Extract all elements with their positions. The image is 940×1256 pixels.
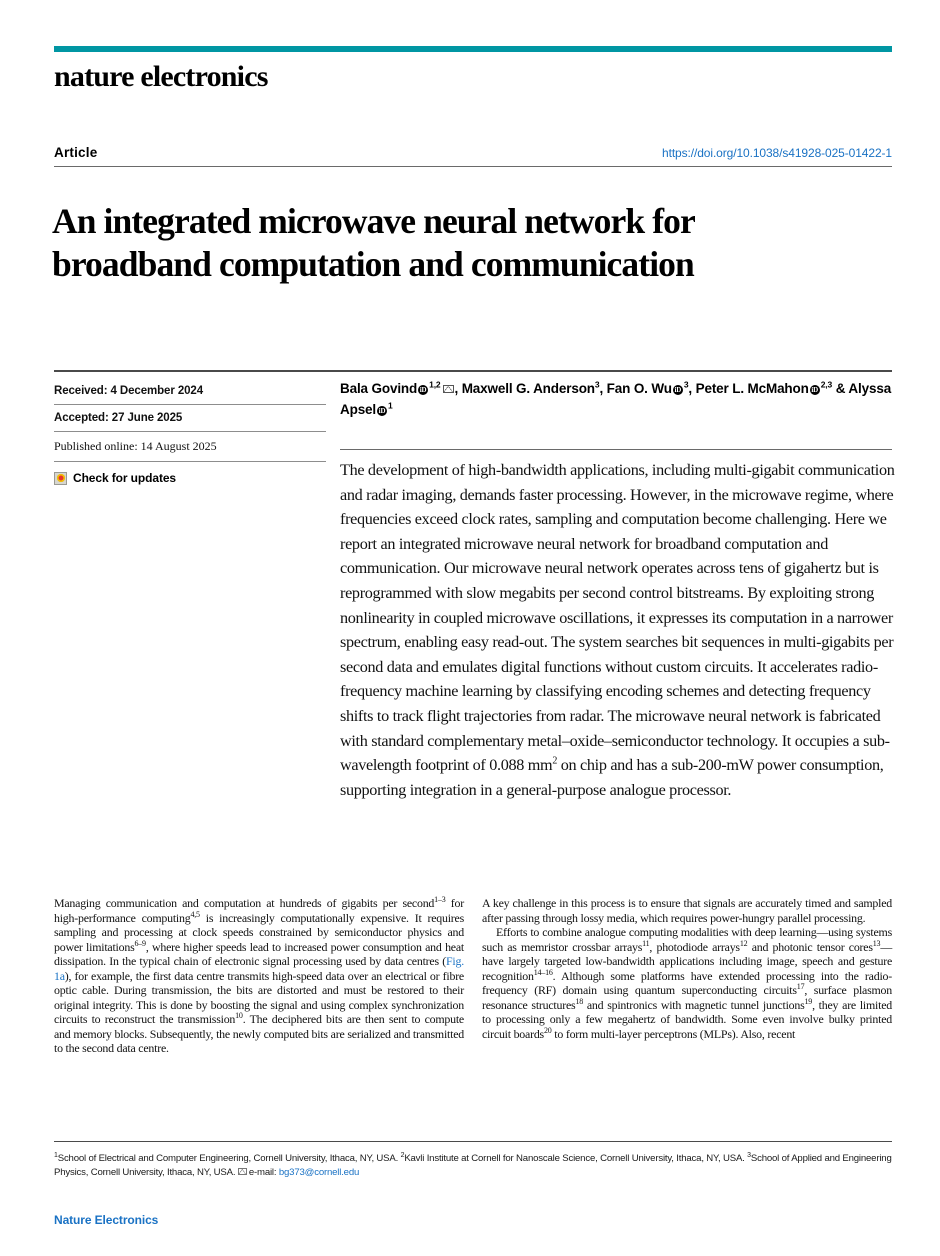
abstract-text: The development of high-bandwidth applications, including multi-gigabit communication and radar imaging, demands faster processing. However, in the microwave regime, where frequencies exceed clock rates, sampling and computation become challenging. Here we report an integrated microwave neural network for broadband computation and communication. Our microwave neural network operates across tens of gigahertz but is reprogrammed with slow megabits per second control bitstreams. By exploiting strong nonlinearity in coupled microwave oscillations, it expresses its computation in a narrower spectrum, enabling easy read-out. The system searches bit sequences in multi-gigabits per second data and emulates digital functions without custom circuits. It accelerates radio-frequency machine learning by classifying encoding schemes and detecting frequency shifts to track flight trajectories from radar. The microwave neural network is fabricated with standard complementary metal–oxide–semiconductor technology. It occupies a sub-wavelength footprint of 0.088 $mm^2$ on chip and has a sub-200-mW power consumption, supporting integration in a general-purpose analogue processor. — [340, 461, 895, 799]
crossmark-icon — [54, 472, 67, 485]
author-name: & Alyssa Apsel — [340, 381, 892, 417]
header-divider — [54, 166, 892, 167]
check-for-updates-label: Check for updates — [73, 471, 176, 485]
email-icon — [238, 1168, 247, 1175]
published-date: Published online: 14 August 2025 — [54, 432, 326, 462]
page-title: An integrated microwave neural network for broadband computation and communication — [52, 200, 695, 284]
body-column-left — [54, 896, 464, 1056]
publication-history — [54, 378, 326, 485]
footer-divider — [54, 1141, 892, 1142]
author-list: Bala Govind iD$^{1,2}$ , Maxwell G. Anderson$^3$, Fan O. Wu $iD^3$, Peter L. McMahon iD$^{2,3}$ & Alyssa Apsel $iD^1$ — [340, 379, 892, 417]
orcid-icon[interactable]: iD — [674, 386, 682, 394]
author-affiliation-marker: 1,2 — [429, 379, 441, 390]
accepted-date: Accepted: 27 June 2025 — [54, 405, 326, 432]
body-column-right — [482, 896, 892, 1041]
body-paragraph: Managing communication and computation at hundreds of gigabits per second$^{1-3}$ for high-performance computing$^{4,5}$ is increasingly computationally expensive. It requires sampling and processing at clock speeds constrained by semiconductor physics and power limitations$^{6-9}$, where higher speeds lead to increased power consumption and heat dissipation. In the typical chain of electronic signal processing used by data centres (Fig. 1a), for example, the first data centre transmits high-speed data over an electrical or fibre optic cable. During transmission, the bits are distorted and must be restored to their original integrity. This is done by boosting the signal and using complex synchronization circuits to reconstruct the transmission$^{10}$. The deciphered bits are then sent to compute and memory blocks. Subsequently, the newly computed bits are serialized and transmitted to the second data centre. — [54, 895, 464, 1056]
email-label: e-mail: — [248, 1167, 279, 1178]
author-affiliation-marker: 3 — [683, 379, 689, 390]
masthead-accent-bar — [54, 46, 892, 52]
body-paragraph: Efforts to combine analogue computing modalities with deep learning—using systems such as memristor crossbar arrays$^{11}$, photodiode arrays$^{12}$ and photonic tensor cores$^{13}$—have largely targeted low-bandwidth applications including image, speech and gesture recognition$^{14-16}$. Although some platforms have extended processing into the radio-frequency (RF) domain using quantum superconducting circuits$^{17}$, surface plasmon resonance structures$^{18}$ and spintronics with magnetic tunnel junctions$^{19}$, they are limited to processing only a few megahertz of bandwidth. Some even involve bulky printed circuit boards$^{20}$ to form multi-layer perceptrons (MLPs). Also, recent — [482, 925, 892, 1041]
author-name: Maxwell G. Anderson — [461, 381, 595, 396]
affiliations-note: $^1$School of Electrical and Computer Engineering, Cornell University, Ithaca, NY, USA. $^2$Kavli Institute at Cornell for Nanoscale Science, Cornell University, Ithaca, NY, USA. $^3$School of Applied and Engineering Physics, Cornell University, Ithaca, NY, USA. e-mail: bg373@cornell.edu — [54, 1151, 892, 1178]
corresponding-email-link[interactable]: bg373@cornell.edu — [278, 1167, 360, 1178]
author-name: Bala Govind — [340, 381, 418, 396]
author-name: Peter L. McMahon — [695, 381, 809, 396]
envelope-icon[interactable] — [443, 385, 454, 393]
meta-top-divider — [54, 370, 892, 372]
orcid-icon[interactable]: iD — [811, 386, 819, 394]
orcid-icon[interactable]: iD — [419, 386, 427, 394]
author-affiliation-marker: 1 — [388, 400, 393, 411]
author-affiliation-marker: 3 — [594, 379, 600, 390]
check-for-updates-button[interactable] — [54, 462, 326, 485]
body-paragraph: A key challenge in this process is to ensure that signals are accurately timed and sampled after passing through lossy media, which requires power-hungry parallel processing. — [482, 896, 892, 925]
author-affiliation-marker: 2,3 — [820, 379, 833, 390]
abstract-divider — [340, 449, 892, 450]
received-date: Received: 4 December 2024 — [54, 378, 326, 405]
doi-link[interactable]: https://doi.org/10.1038/s41928-025-01422-1 — [662, 146, 892, 160]
journal-footer-link[interactable]: Nature Electronics — [54, 1213, 159, 1227]
orcid-icon[interactable]: iD — [378, 407, 386, 415]
article-type-label: Article — [54, 145, 98, 160]
author-name: Fan O. Wu — [606, 381, 672, 396]
journal-masthead: nature electronics — [54, 60, 268, 93]
